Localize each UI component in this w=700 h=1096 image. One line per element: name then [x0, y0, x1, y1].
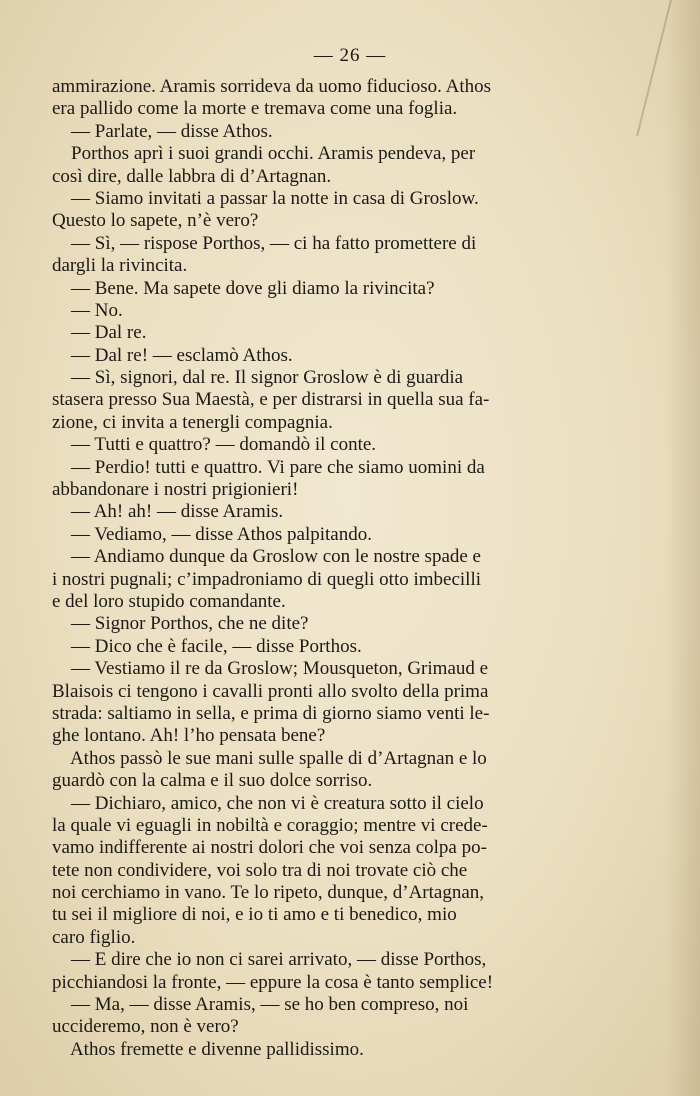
text-line: — Vediamo, — disse Athos palpitando. — [52, 523, 372, 545]
text-line: dargli la rivincita. — [52, 255, 188, 277]
text-line: — Signor Porthos, che ne dite? — [52, 613, 309, 635]
text-line: caro figlio. — [52, 926, 136, 948]
text-line: così dire, dalle labbra di d’Artagnan. — [52, 165, 332, 187]
text-line: tu sei il migliore di noi, e io ti amo e ti benedico, mio — [52, 904, 457, 926]
text-line: — E dire che io non ci sarei arrivato, — disse Porthos, — [52, 949, 487, 971]
text-line: — Vestiamo il re da Groslow; Mousqueton, Grimaud e — [52, 658, 489, 680]
text-line: — Dichiaro, amico, che non vi è creatura sotto il cielo — [52, 792, 484, 814]
text-line: — Bene. Ma sapete dove gli diamo la rivincita? — [52, 277, 435, 299]
text-line: — Sì, signori, dal re. Il signor Groslow è di guardia — [52, 367, 464, 389]
text-line: ghe lontano. Ah! l’ho pensata bene? — [52, 725, 326, 747]
text-line: — Dal re. — [52, 322, 147, 344]
text-line: guardò con la calma e il suo dolce sorriso. — [52, 770, 373, 792]
text-line: — Ma, — disse Aramis, — se ho ben compreso, noi — [52, 994, 469, 1016]
text-line: Athos fremette e divenne pallidissimo. — [52, 1038, 364, 1060]
text-line: strada: saltiamo in sella, e prima di giorno siamo venti le- — [52, 702, 490, 724]
text-line: la quale vi eguagli in nobiltà e coraggio; mentre vi crede- — [52, 814, 488, 836]
text-line: — Tutti e quattro? — domandò il conte. — [52, 434, 377, 456]
text-line: picchiandosi la fronte, — eppure la cosa è tanto semplice! — [52, 971, 494, 993]
text-line: e del loro stupido comandante. — [52, 590, 286, 612]
text-line: — Parlate, — disse Athos. — [52, 120, 273, 142]
text-line: Athos passò le sue mani sulle spalle di d’Artagnan e lo — [52, 747, 487, 769]
text-line: zione, ci invita a tenergli compagnia. — [52, 411, 333, 433]
page-number: — 26 — — [313, 45, 387, 66]
text-line: — Andiamo dunque da Groslow con le nostre spade e — [52, 546, 481, 568]
text-line: — Siamo invitati a passar la notte in casa di Groslow. — [52, 187, 479, 209]
text-line: — Dal re! — esclamò Athos. — [52, 344, 293, 366]
text-line: — Sì, — rispose Porthos, — ci ha fatto promettere di — [52, 232, 477, 254]
text-line: — No. — [52, 299, 123, 321]
page-edge-shadow — [666, 0, 700, 1096]
text-line: Porthos aprì i suoi grandi occhi. Aramis pendeva, per — [52, 143, 476, 165]
text-line: tete non condividere, voi solo tra di noi trovate ciò che — [52, 859, 468, 881]
text-line: noi cerchiamo in vano. Te lo ripeto, dunque, d’Artagnan, — [52, 882, 485, 904]
text-line: abbandonare i nostri prigionieri! — [52, 479, 299, 501]
text-line: — Ah! ah! — disse Aramis. — [52, 501, 284, 523]
text-line: Questo lo sapete, n’è vero? — [52, 210, 259, 232]
text-line: — Dico che è facile, — disse Porthos. — [52, 635, 362, 657]
body-text — [52, 76, 612, 1061]
text-line: vamo indifferente ai nostri dolori che voi senza colpa po- — [52, 837, 487, 859]
text-line: stasera presso Sua Maestà, e per distrarsi in quella sua fa- — [52, 389, 490, 411]
text-line: Blaisois ci tengono i cavalli pronti allo svolto della prima — [52, 680, 489, 702]
text-line: ammirazione. Aramis sorrideva da uomo fiducioso. Athos — [52, 76, 492, 97]
text-line: uccideremo, non è vero? — [52, 1016, 239, 1038]
text-line: i nostri pugnali; c’impadroniamo di quegli otto imbecilli — [52, 568, 482, 590]
text-line: era pallido come la morte e tremava come una foglia. — [52, 98, 458, 120]
text-line: — Perdio! tutti e quattro. Vi pare che siamo uomini da — [52, 456, 485, 478]
